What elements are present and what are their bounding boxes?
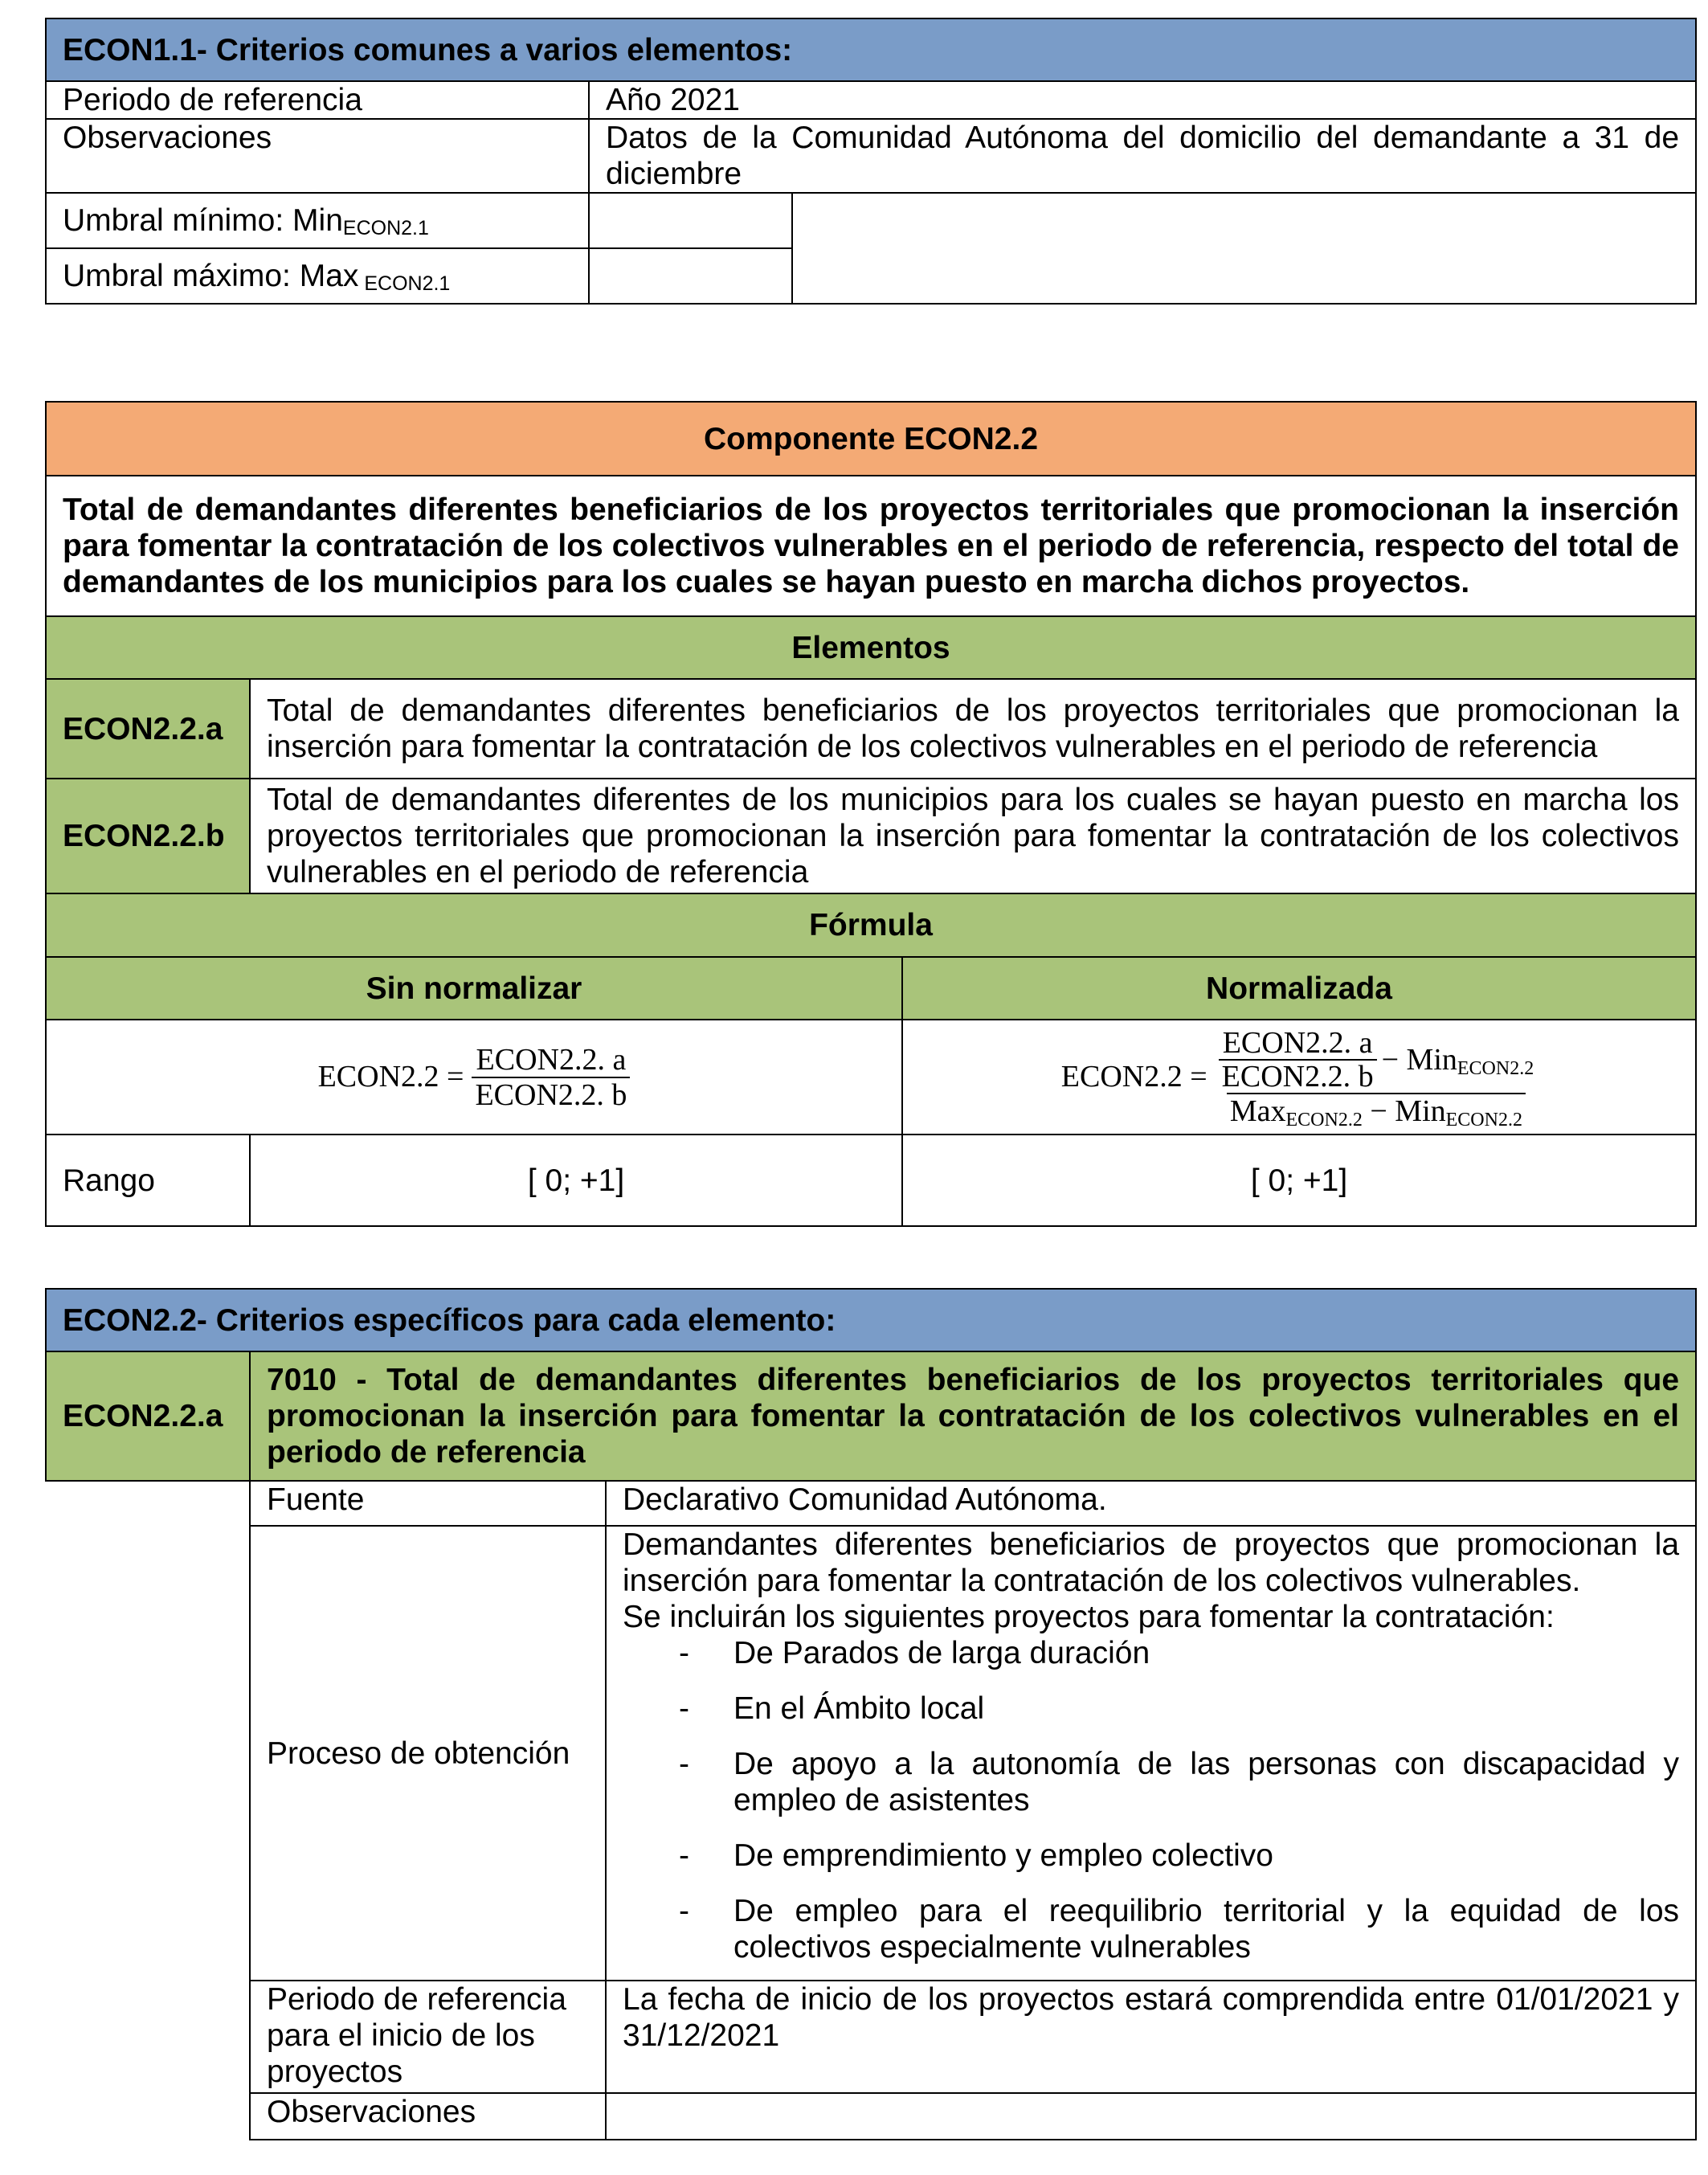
proyectos-list [679,1635,1679,1965]
umbral-min-value [589,193,792,248]
component-header: Componente ECON2.2 [46,402,1696,476]
specific-element-code: ECON2.2.a [46,1351,250,1481]
list-item: - De Parados de larga duración [679,1635,1679,1671]
element-text-b: Total de demandantes diferentes de los municipios para los cuales se hayan puesto en marcha los proyectos territoriales que promocionan la inserción para fomentar la contratación de los colectivos vulnerables en el periodo de referencia [250,779,1696,893]
common-criteria-header: ECON1.1- Criterios comunes a varios elementos: [46,18,1696,81]
common-criteria-table [45,18,1697,305]
component-table [45,401,1697,1227]
rango-norm: [ 0; +1] [902,1135,1696,1226]
period-label: Periodo de referencia [46,81,589,119]
indent-blank [46,1481,250,2140]
sin-normalizar-header: Sin normalizar [46,957,902,1020]
umbral-min-label: Umbral mínimo: Min$_{ECON2.1}$ [46,193,589,248]
specific-criteria-header: ECON2.2- Criterios específicos para cada elemento: [46,1289,1696,1351]
formula-normalizada: ECON2.2 = $\frac{\text{ECON2.2. a}}{\text{ECON2.2. b}}$ − MinECON2.2 MaxECON2.2 − MinECON2.2 [1060,1025,1534,1130]
normalizada-header: Normalizada [902,957,1696,1020]
period-value: Año 2021 [589,81,1696,119]
element-code-b: ECON2.2.b [46,779,250,893]
list-item: - En el Ámbito local [679,1691,1679,1727]
observations-value: Datos de la Comunidad Autónoma del domicilio del demandante a 31 de diciembre [589,119,1696,193]
formula-sin: ECON2.2 = $\frac{\text{ECON2.2. a}}{\text{ECON2.2. b}}$ [318,1043,631,1112]
fuente-value: Declarativo Comunidad Autónoma. [606,1481,1696,1526]
formula-header: Fórmula [46,893,1696,957]
formula-sin-cell [46,1020,902,1135]
proceso-intro2: Se incluirán los siguientes proyectos para fomentar la contratación: [623,1600,1555,1634]
umbral-max-value [589,248,792,304]
obs-value [606,2093,1696,2140]
elements-header: Elementos [46,616,1696,679]
list-item: - De apoyo a la autonomía de las personas con discapacidad y empleo de asistentes [679,1746,1679,1818]
fuente-label: Fuente [250,1481,606,1526]
specific-criteria-table [45,1288,1697,2140]
proceso-intro: Demandantes diferentes beneficiarios de proyectos que promocionan la inserción para fomentar la contratación de los colectivos vulnerables. [623,1527,1680,1598]
proceso-label: Proceso de obtención [250,1526,606,1981]
specific-element-title: 7010 - Total de demandantes diferentes beneficiarios de los proyectos territoriales que promocionan la inserción para fomentar la contratación de los colectivos vulnerables en el periodo de referencia [250,1351,1696,1481]
umbral-max-label: Umbral máximo: Max $_{ECON2.1}$ [46,248,589,304]
umbral-blank-cell [792,193,1696,304]
periodo-inicio-value: La fecha de inicio de los proyectos estará comprendida entre 01/01/2021 y 31/12/2021 [606,1981,1696,2093]
rango-label: Rango [46,1135,250,1226]
obs-label: Observaciones [250,2093,606,2140]
component-description: Total de demandantes diferentes beneficiarios de los proyectos territoriales que promocionan la inserción para fomentar la contratación de los colectivos vulnerables en el periodo de referencia, respecto del total de demandantes de los municipios para los cuales se hayan puesto en marcha dichos proyectos. [46,476,1696,616]
proceso-value [606,1526,1696,1981]
list-item: - De empleo para el reequilibrio territorial y la equidad de los colectivos especialmente vulnerables [679,1893,1679,1965]
periodo-inicio-label: Periodo de referencia para el inicio de los proyectos [250,1981,606,2093]
list-item: - De emprendimiento y empleo colectivo [679,1838,1679,1874]
element-text-a: Total de demandantes diferentes beneficiarios de los proyectos territoriales que promocionan la inserción para fomentar la contratación de los colectivos vulnerables en el periodo de referencia [250,679,1696,779]
formula-norm-cell [902,1020,1696,1135]
rango-sin: [ 0; +1] [250,1135,902,1226]
observations-label: Observaciones [46,119,589,193]
element-code-a: ECON2.2.a [46,679,250,779]
